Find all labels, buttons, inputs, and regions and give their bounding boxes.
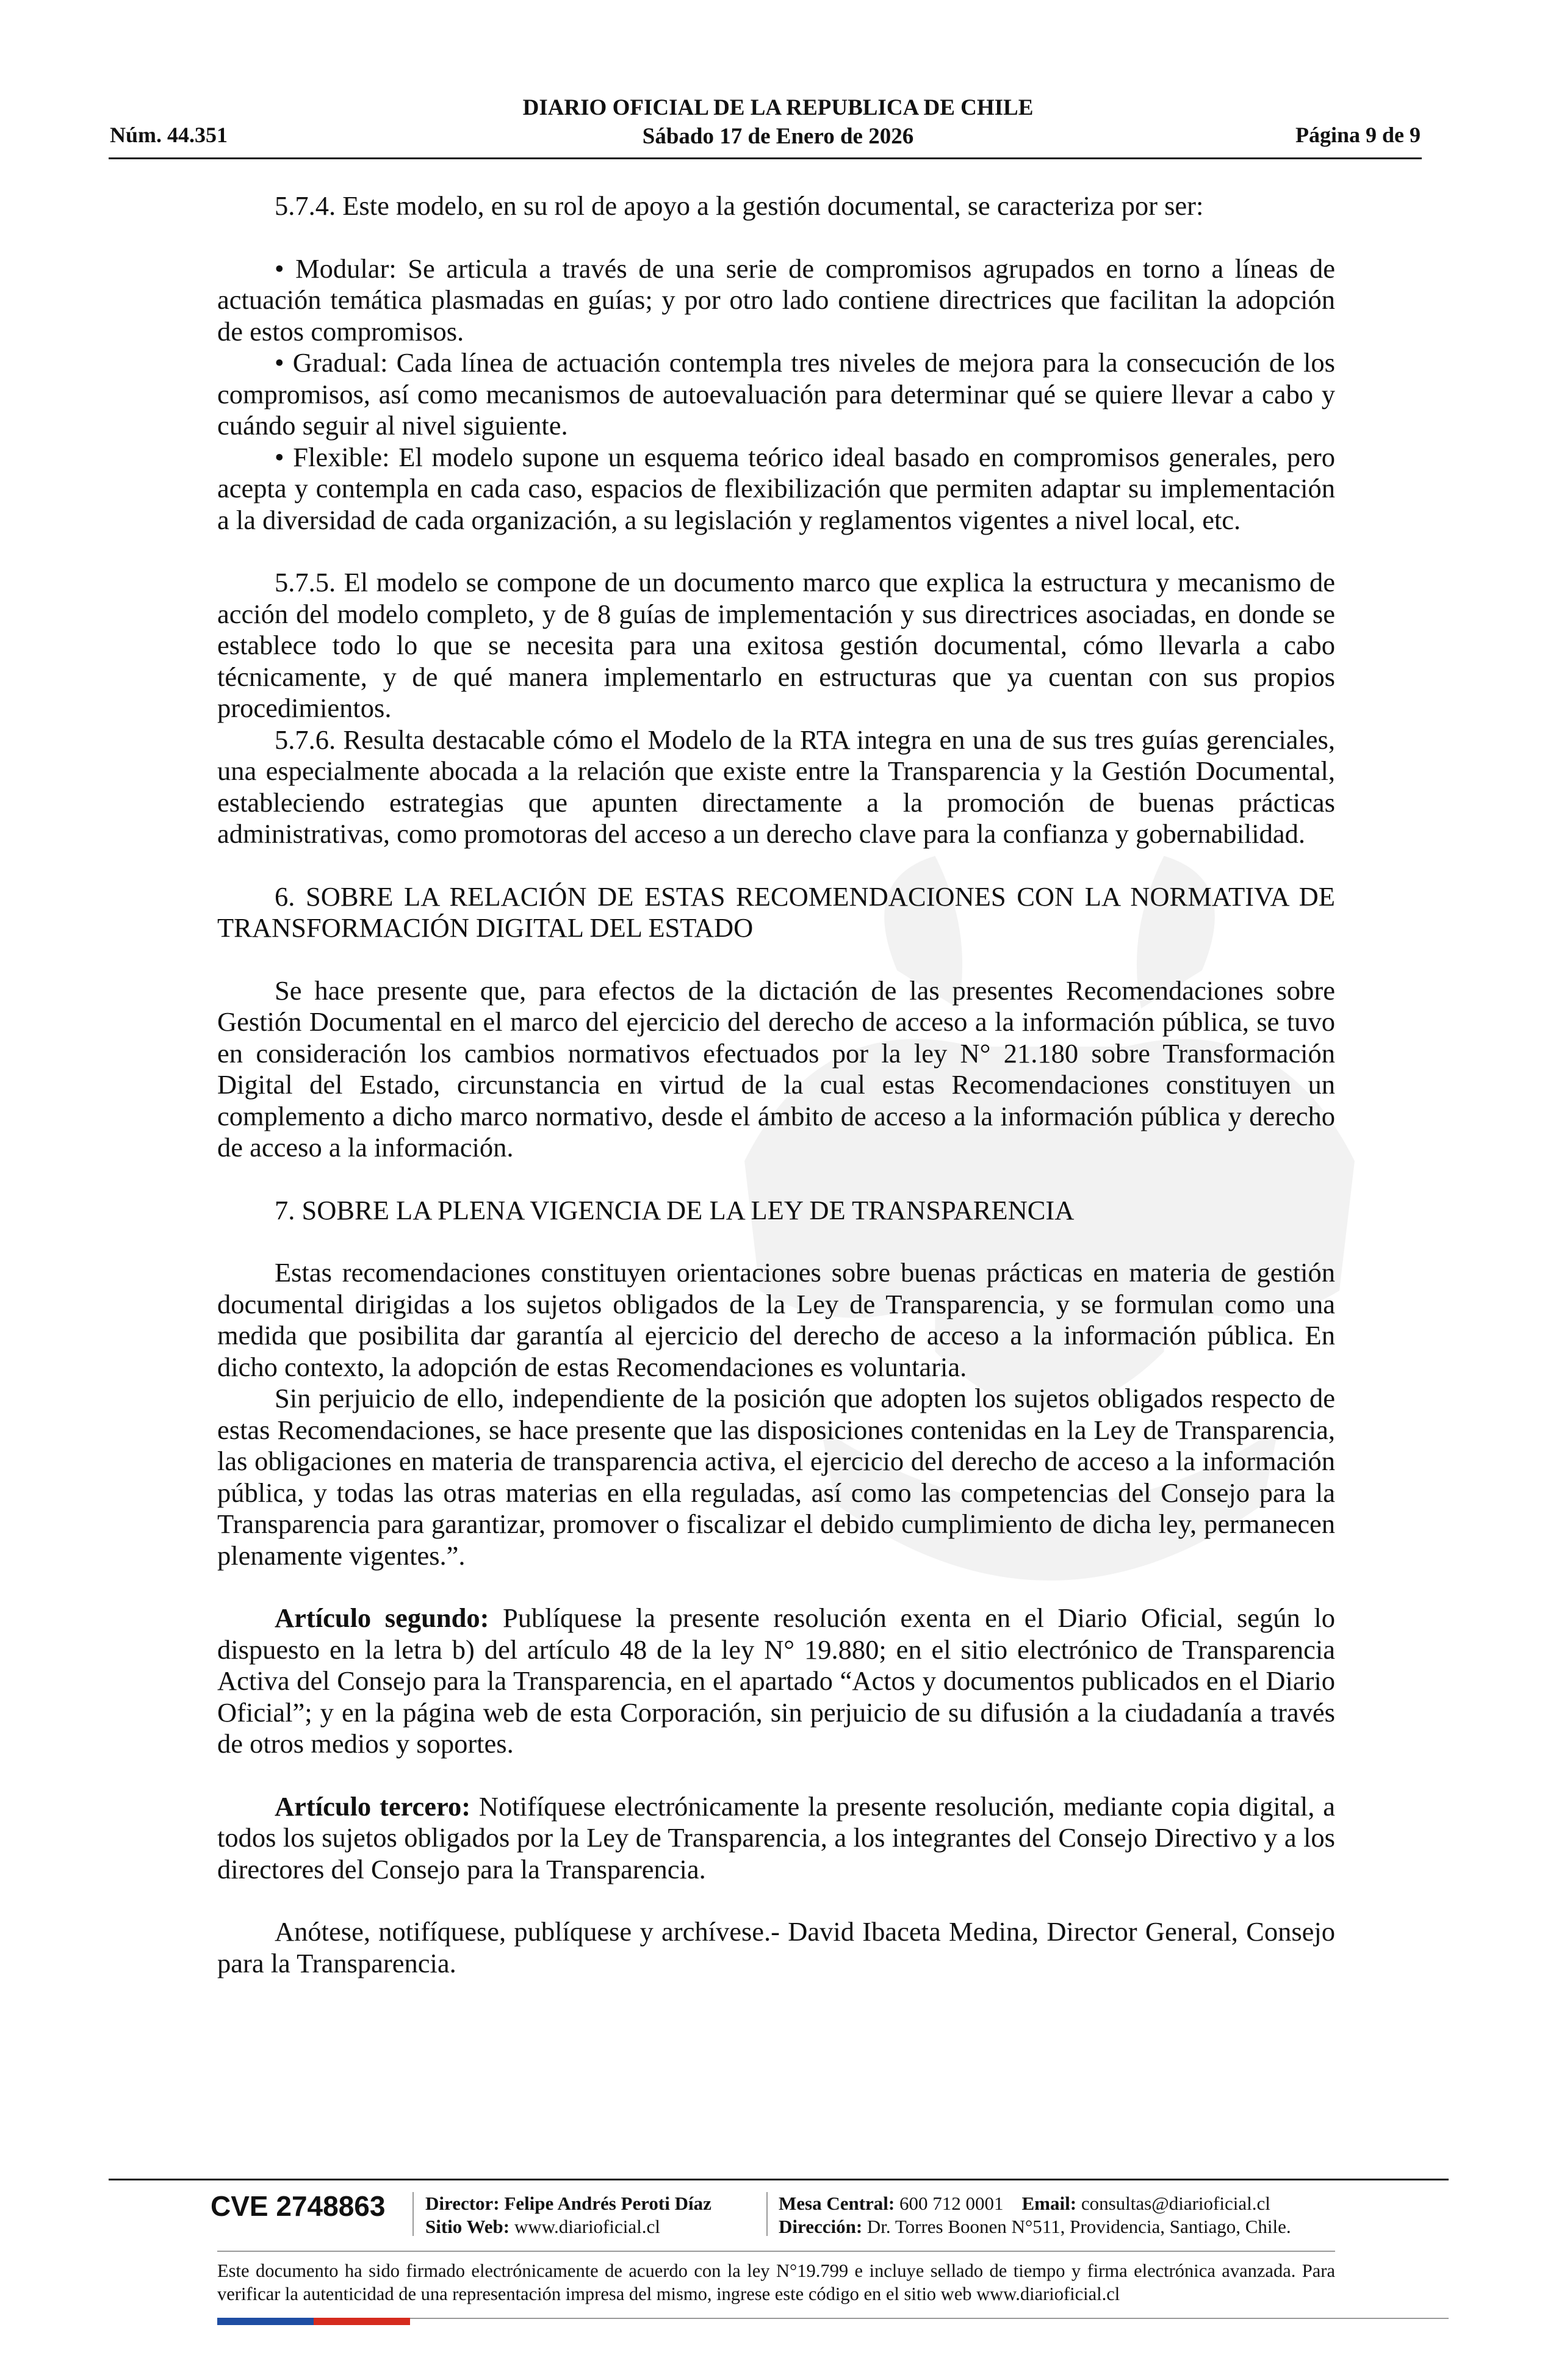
- paragraph-5-7-5: 5.7.5. El modelo se compone de un documento marco que explica la estructura y mecanismo de acción del modelo completo, y de 8 guías de implementación y sus directrices asociadas, en donde se establece todo lo que se necesita para una exitosa gestión documental, cómo llevarla a cabo técnicamente, y de qué manera implementarlo en estructuras que ya cuentan con sus propios procedimientos.: [217, 567, 1335, 723]
- article-second: [217, 1603, 1335, 1760]
- header-divider: [109, 157, 1422, 159]
- footer-director-block: [425, 2192, 711, 2238]
- issue-number: Núm. 44.351: [110, 123, 228, 147]
- section-7-heading: 7. SOBRE LA PLENA VIGENCIA DE LA LEY DE TRANSPARENCIA: [275, 1194, 1075, 1225]
- cve-code: CVE 2748863: [211, 2190, 386, 2222]
- article-third: [217, 1791, 1335, 1886]
- page-indicator: Página 9 de 9: [1295, 123, 1421, 147]
- footer-inner-divider: [217, 2251, 1335, 2252]
- article-third-label: Artículo tercero:: [275, 1790, 471, 1822]
- signature-disclaimer: Este documento ha sido firmado electrónicamente de acuerdo con la ley N°19.799 e incluye sellado de tiempo y firma electrónica avanzada. Para verificar la autenticidad de una representación impresa del mismo, ingrese este código en el sitio web www.diarioficial.cl: [217, 2260, 1335, 2304]
- director-label: Director:: [425, 2193, 500, 2214]
- bullet-modular: • Modular: Se articula a través de una serie de compromisos agrupados en torno a líneas de actuación temática plasmadas en guías; y por otro lado contiene directrices que facilitan la adopción de estos compromisos.: [217, 253, 1335, 347]
- mesa-central-label: Mesa Central:: [779, 2193, 895, 2214]
- address-value: Dr. Torres Boonen N°511, Providencia, Santiago, Chile.: [862, 2216, 1291, 2237]
- article-third-text: Notifíquese electrónicamente la presente resolución, mediante copia digital, a todos los sujetos obligados por la Ley de Transparencia, a los integrantes del Consejo Directivo y a los directores del Consejo para la Transparencia.: [217, 1790, 1335, 1884]
- director-name: Felipe Andrés Peroti Díaz: [499, 2193, 711, 2214]
- address-label: Dirección:: [779, 2216, 863, 2237]
- section-6-paragraph: Se hace presente que, para efectos de la dictación de las presentes Recomendaciones sobre Gestión Documental en el marco del ejercicio del derecho de acceso a la información pública, se tuvo en consideración los cambios normativos efectuados por la ley N° 21.180 sobre Transformación Digital del Estado, circunstancia en virtud de la cual estas Recomendaciones constituyen un complemento a dicho marco normativo, desde el ámbito de acceso a la información pública y derecho de acceso a la información.: [217, 975, 1335, 1163]
- footer-separator-2: [766, 2192, 768, 2236]
- website-label: Sitio Web:: [425, 2216, 510, 2237]
- section-6-heading: 6. SOBRE LA RELACIÓN DE ESTAS RECOMENDACIONES CON LA NORMATIVA DE TRANSFORMACIÓN DIGITAL DEL ESTADO: [217, 881, 1335, 943]
- paragraph-5-7-6: 5.7.6. Resulta destacable cómo el Modelo de la RTA integra en una de sus tres guías gerenciales, una especialmente abocada a la relación que existe entre la Transparencia y la Gestión Documental, estableciendo estrategias que apunten directamente a la promoción de buenas prácticas administrativas, como promotoras del acceso a un derecho clave para la confianza y gobernabilidad.: [217, 724, 1335, 849]
- closing-signature: Anótese, notifíquese, publíquese y archívese.- David Ibaceta Medina, Director General, Consejo para la Transparencia.: [217, 1916, 1335, 1978]
- paragraph-5-7-4: 5.7.4. Este modelo, en su rol de apoyo a la gestión documental, se caracteriza por ser:: [275, 190, 1204, 221]
- email-label: Email:: [1021, 2193, 1077, 2214]
- footer-contact-block: [779, 2192, 1291, 2238]
- footer-bottom-rule: [410, 2318, 1449, 2319]
- section-7-paragraph-1: Estas recomendaciones constituyen orientaciones sobre buenas prácticas en materia de gestión documental dirigidas a los sujetos obligados de la Ley de Transparencia, y se formulan como una medida que posibilita dar garantía al ejercicio del derecho de acceso a la información pública. En dicho contexto, la adopción de estas Recomendaciones es voluntaria.: [217, 1257, 1335, 1382]
- website-link[interactable]: www.diarioficial.cl: [510, 2216, 660, 2237]
- email-link[interactable]: consultas@diarioficial.cl: [1076, 2193, 1270, 2214]
- newspaper-title: DIARIO OFICIAL DE LA REPUBLICA DE CHILE: [522, 95, 1034, 120]
- bullet-flexible: • Flexible: El modelo supone un esquema teórico ideal basado en compromisos generales, pero acepta y contempla en cada caso, espacios de flexibilización que permiten adaptar su implementación a la diversidad de cada organización, a su legislación y reglamentos vigentes a nivel local, etc.: [217, 441, 1335, 535]
- issue-date: Sábado 17 de Enero de 2026: [642, 124, 914, 149]
- article-second-label: Artículo segundo:: [275, 1603, 489, 1633]
- footer-separator-1: [412, 2192, 414, 2236]
- flag-stripe-blue: [217, 2318, 314, 2325]
- footer-top-rule: [109, 2179, 1449, 2180]
- flag-stripe-red: [314, 2318, 410, 2325]
- section-7-paragraph-2: Sin perjuicio de ello, independiente de la posición que adopten los sujetos obligados respecto de estas Recomendaciones, se hace presente que las disposiciones contenidas en la Ley de Transparencia, las obligaciones en materia de transparencia activa, el ejercicio del derecho de acceso a la información pública, y todas las otras materias en ella reguladas, así como las competencias del Consejo para la Transparencia para garantizar, promover o fiscalizar el debido cumplimiento de dicha ley, permanecen plenamente vigentes.”.: [217, 1383, 1335, 1571]
- document-body: [217, 190, 1335, 1979]
- mesa-central-phone: 600 712 0001: [895, 2193, 1004, 2214]
- article-second-text: Publíquese la presente resolución exenta en el Diario Oficial, según lo dispuesto en la letra b) del artículo 48 de la ley N° 19.880; en el sitio electrónico de Transparencia Activa del Consejo para la Transparencia, en el apartado “Actos y documentos publicados en el Diario Oficial”; y en la página web de esta Corporación, sin perjuicio de su difusión a la ciudadanía a través de otros medios y soportes.: [217, 1603, 1335, 1759]
- bullet-gradual: • Gradual: Cada línea de actuación contempla tres niveles de mejora para la consecución de los compromisos, así como mecanismos de autoevaluación para determinar qué se quiere llevar a cabo y cuándo seguir al nivel siguiente.: [217, 347, 1335, 441]
